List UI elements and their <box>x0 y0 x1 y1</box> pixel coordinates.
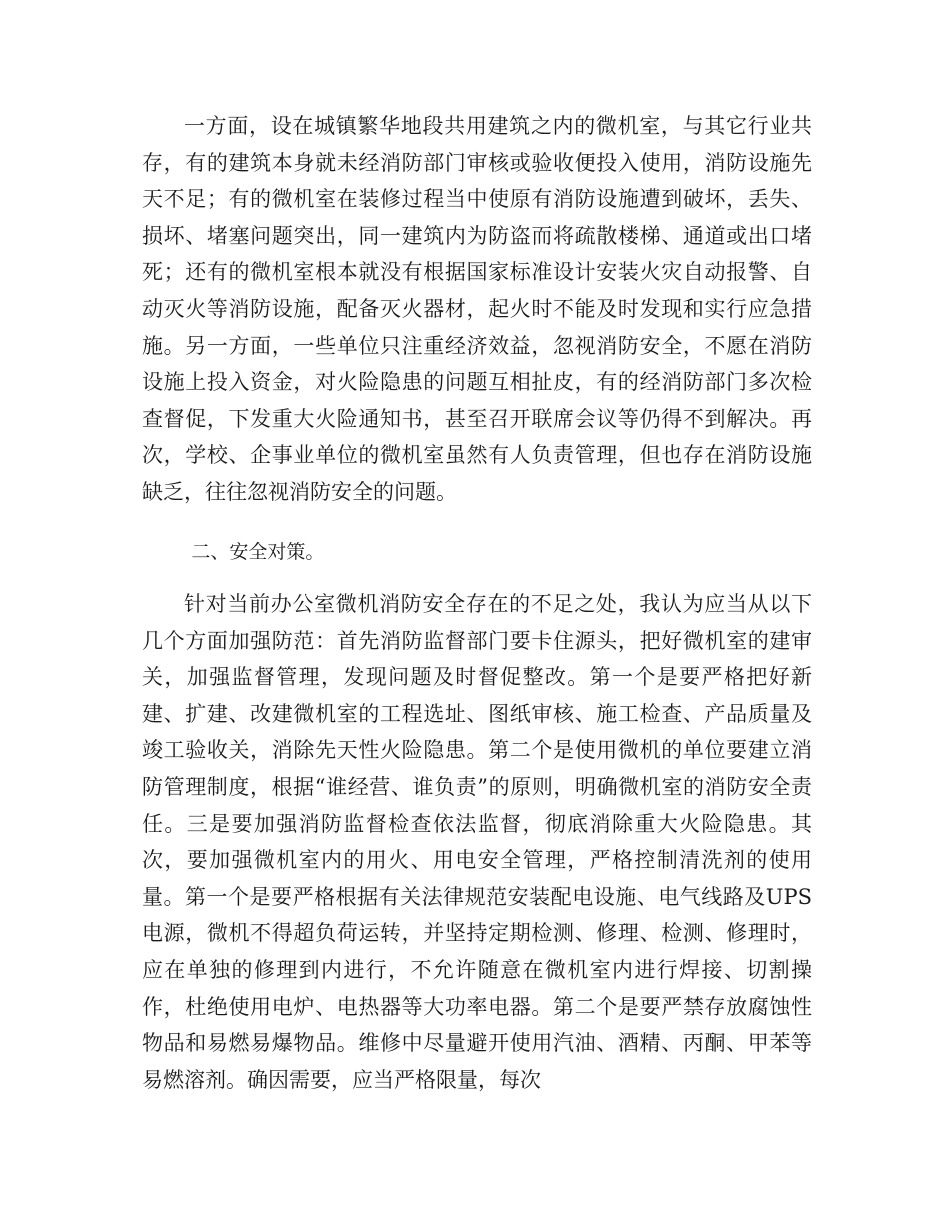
section-heading-safety-measures: 二、安全对策。 <box>191 541 325 563</box>
paragraph-measures: 针对当前办公室微机消防安全存在的不足之处，我认为应当从以下几个方面加强防范：首先消防监督部门要卡住源头，把好微机室的建审关，加强监督管理，发现问题及时督促整改。第一个是要严格把好新建、扩建、改建微机室的工程选址、图纸审核、施工检查、产品质量及竣工验收关，消除先天性火险隐患。第二个是使用微机的单位要建立消防管理制度，根据“谁经营、谁负责”的原则，明确微机室的消防安全责任。三是要加强消防监督检查依法监督，彻底消除重大火险隐患。其次，要加强微机室内的用火、用电安全管理，严格控制清洗剂的使用量。第一个是要严格根据有关法律规范安装配电设施、电气线路及UPS电源，微机不得超负荷运转，并坚持定期检测、修理、检测、修理时，应在单独的修理到内进行，不允许随意在微机室内进行焊接、切割操作，杜绝使用电炉、电热器等大功率电器。第二个是要严禁存放腐蚀性物品和易燃易爆物品。维修中尽量避开使用汽油、酒精、丙酮、甲苯等易燃溶剂。确因需要，应当严格限量，每次 <box>142 592 812 1092</box>
paragraph-causes: 一方面，设在城镇繁华地段共用建筑之内的微机室，与其它行业共存，有的建筑本身就未经消防部门审核或验收便投入使用，消防设施先天不足；有的微机室在装修过程当中使原有消防设施遭到破坏，丢失、损坏、堵塞问题突出，同一建筑内为防盗而将疏散楼梯、通道或出口堵死；还有的微机室根本就没有根据国家标准设计安装火灾自动报警、自动灭火等消防设施，配备灭火器材，起火时不能及时发现和实行应急措施。另一方面，一些单位只注重经济效益，忽视消防安全，不愿在消防设施上投入资金，对火险隐患的问题互相扯皮，有的经消防部门多次检查督促，下发重大火险通知书，甚至召开联席会议等仍得不到解决。再次，学校、企事业单位的微机室虽然有人负责管理，但也存在消防设施缺乏，往往忽视消防安全的问题。 <box>142 114 812 504</box>
